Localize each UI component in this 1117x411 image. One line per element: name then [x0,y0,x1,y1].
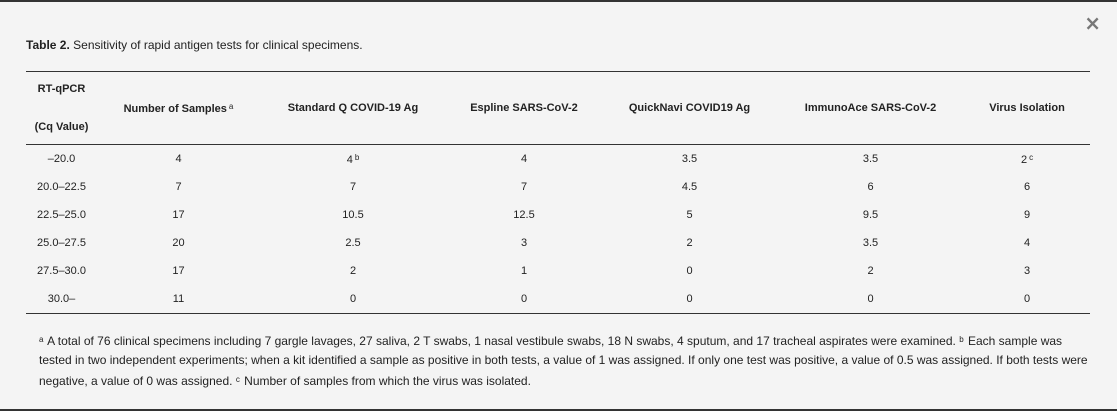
cell-immunoace: 3.5 [862,153,879,165]
cell-quicknavi: 4.5 [681,181,698,193]
header-virus-isolation: Virus Isolation [964,72,1090,145]
cell-standard-q: 2 [349,265,357,277]
cell-samples: 7 [175,181,182,193]
cell-immunoace: 0 [777,285,964,314]
data-table [26,71,1090,314]
table-footnotes [39,330,1089,391]
cell-espline: 1 [520,265,528,277]
cell-samples: 17 [172,265,185,277]
cell-standard-q: 0 [260,285,446,314]
table-row [26,229,1090,257]
header-espline: Espline SARS-CoV-2 [446,72,602,145]
header-samples-label: Number of Samples [123,102,227,115]
caption-text: Sensitivity of rapid antigen tests for clinical specimens. [73,38,363,52]
cell-standard-q: 7 [349,181,357,193]
footnote-c-text: Number of samples from which the virus was isolated. [244,374,531,388]
cell-standard-q-value: 4 [346,153,353,166]
cell-cq: 27.5–30.0 [37,265,86,277]
cell-cq: 25.0–27.5 [37,237,86,249]
cell-immunoace: 6 [867,181,874,193]
header-cq-value [26,72,97,145]
footnote-a-mark: a [39,335,44,344]
cell-standard-q [260,145,446,174]
cell-cq: 22.5–25.0 [37,209,86,221]
header-cq-line1: RT-qPCR [37,83,86,95]
cell-immunoace: 3.5 [862,237,879,249]
cell-virus-value: 2 [1020,153,1028,166]
close-icon[interactable]: × [1084,11,1101,35]
cell-standard-q: 2.5 [345,237,361,249]
cell-quicknavi: 0 [602,285,777,314]
cell-espline: 0 [446,285,602,314]
table-row [26,173,1090,201]
cell-virus-isolation: 9 [1023,209,1031,221]
table-row [26,257,1090,285]
cell-standard-q: 10.5 [342,209,364,221]
footnote-a-text: A total of 76 clinical specimens including 7 gargle lavages, 27 saliva, 2 T swabs, 1 nasal vestibule swabs, 18 N swabs, 4 sputum, and 17 tracheal aspirates were examined. [47,334,956,348]
footnote-mark-b: b [354,152,360,162]
table-row [26,201,1090,229]
cell-quicknavi: 5 [686,209,693,221]
footnote-mark-c: c [1029,152,1034,162]
header-cq-line2: (Cq Value) [34,121,89,133]
table-row [26,285,1090,314]
header-immunoace: ImmunoAce SARS-CoV-2 [777,72,964,145]
header-quicknavi: QuickNavi COVID19 Ag [602,72,777,145]
table-header-row [26,72,1090,145]
cell-virus-isolation [964,145,1090,174]
header-number-of-samples [97,72,260,145]
cell-espline: 12.5 [513,209,535,221]
header-samples-footnote-mark: a [228,101,234,111]
caption-label: Table 2. [26,38,70,52]
cell-espline: 3 [520,237,528,249]
cell-espline: 4 [520,153,528,165]
cell-samples: 20 [172,237,185,249]
top-divider [0,0,1117,2]
cell-quicknavi: 3.5 [681,153,698,165]
cell-samples: 17 [172,209,185,221]
cell-espline: 7 [520,181,528,193]
table-row [26,145,1090,174]
cell-cq: 30.0– [26,285,97,314]
cell-quicknavi: 2 [686,237,693,249]
footnote-b-text: Each sample was tested in two independent experiments; when a kit identified a sample as positive in both tests, a value of 1 was assigned. If only one test was positive, a value of 0.5 was assigned. If both tests were negative, a value of 0 was assigned. [39,334,1088,388]
header-standard-q: Standard Q COVID-19 Ag [260,72,446,145]
cell-samples: 11 [97,285,260,314]
cell-virus-isolation: 6 [1023,181,1031,193]
cell-quicknavi: 0 [686,265,693,277]
cell-virus-isolation: 0 [964,285,1090,314]
cell-immunoace: 2 [867,265,874,277]
cell-samples: 4 [175,153,182,165]
cell-cq: –20.0 [47,153,76,165]
cell-immunoace: 9.5 [862,209,879,221]
cell-virus-isolation: 4 [1023,237,1031,249]
cell-virus-isolation: 3 [1023,265,1031,277]
table-caption [26,38,363,52]
footnote-c-mark: c [235,375,240,384]
footnote-b-mark: b [959,335,964,344]
cell-cq: 20.0–22.5 [37,181,86,193]
